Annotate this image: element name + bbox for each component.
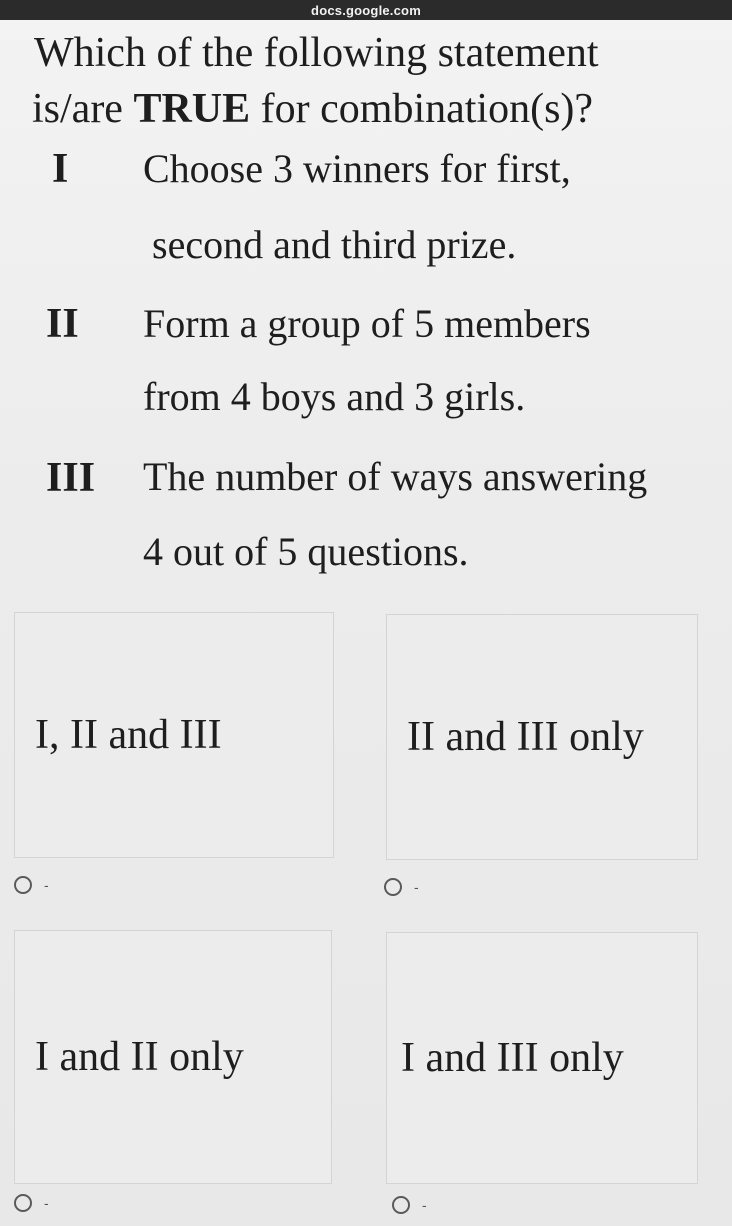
- question-emphasis: TRUE: [133, 86, 251, 132]
- statement-2-line-1: Form a group of 5 members: [143, 301, 591, 346]
- option-radio-row-4[interactable]: [392, 1196, 427, 1214]
- option-label-1: I, II and III: [35, 712, 222, 758]
- option-radio-row-3[interactable]: [14, 1194, 49, 1212]
- option-radio-text-4: -: [422, 1197, 427, 1213]
- statement-1-line-1: Choose 3 winners for first,: [143, 146, 571, 191]
- radio-button-1[interactable]: [14, 876, 32, 894]
- option-card-4[interactable]: [386, 932, 698, 1184]
- statement-1-line-2: second and third prize.: [152, 222, 517, 267]
- statement-3-line-2: 4 out of 5 questions.: [143, 529, 469, 574]
- radio-button-3[interactable]: [14, 1194, 32, 1212]
- statement-numeral-1: I: [52, 146, 69, 192]
- option-radio-row-1[interactable]: [14, 876, 49, 894]
- option-label-4: I and III only: [401, 1035, 624, 1081]
- statement-numeral-2: II: [46, 301, 79, 347]
- option-label-2: II and III only: [407, 714, 644, 760]
- browser-url-bar[interactable]: [0, 0, 732, 20]
- statement-numeral-3: III: [46, 455, 96, 501]
- url-text: docs.google.com: [311, 2, 421, 18]
- radio-button-2[interactable]: [384, 878, 402, 896]
- option-radio-text-1: -: [44, 877, 49, 893]
- question-line-1: Which of the following statement: [34, 30, 599, 76]
- option-radio-text-3: -: [44, 1195, 49, 1211]
- option-label-3: I and II only: [35, 1034, 244, 1080]
- question-line-2: is/are TRUE for combination(s)?: [32, 86, 594, 132]
- option-radio-text-2: -: [414, 879, 419, 895]
- statement-3-line-1: The number of ways answering: [143, 454, 648, 499]
- radio-button-4[interactable]: [392, 1196, 410, 1214]
- option-radio-row-2[interactable]: [384, 878, 419, 896]
- option-card-3[interactable]: [14, 930, 332, 1184]
- statement-2-line-2: from 4 boys and 3 girls.: [143, 374, 526, 419]
- page-content: [0, 20, 732, 1226]
- option-card-2[interactable]: [386, 614, 698, 860]
- option-card-1[interactable]: [14, 612, 334, 858]
